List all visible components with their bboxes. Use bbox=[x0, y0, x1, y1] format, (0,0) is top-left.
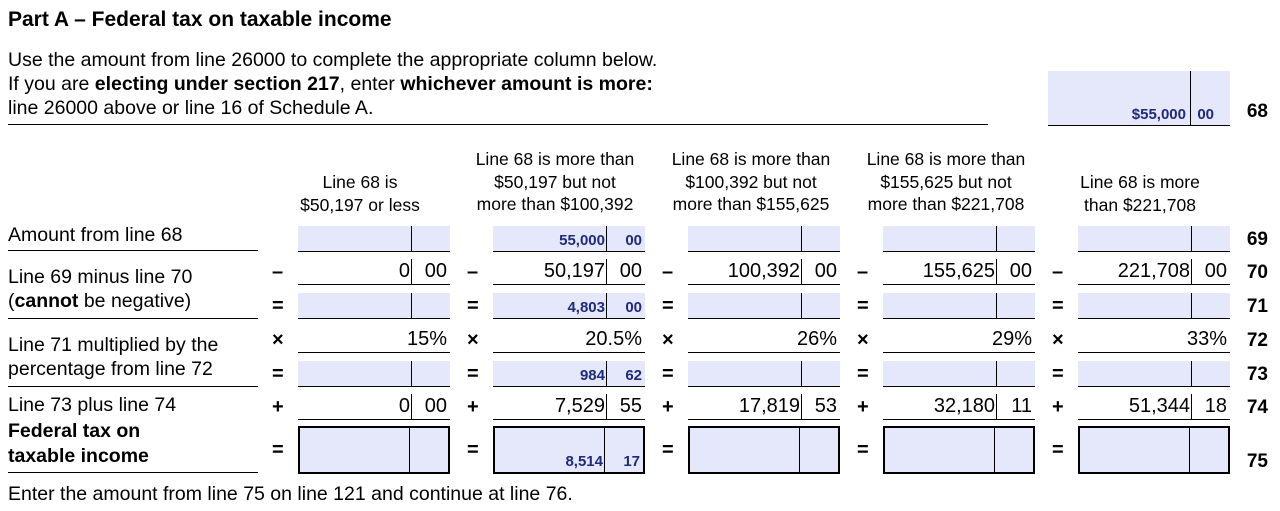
amount-field-c5-r69[interactable] bbox=[1078, 226, 1230, 252]
cell-c5-r69 bbox=[1048, 226, 1230, 252]
plus-operator: + bbox=[467, 396, 479, 418]
divider bbox=[8, 250, 258, 251]
column-header-1 bbox=[262, 171, 458, 216]
cents-divider bbox=[411, 361, 450, 386]
dollars-value: 0 bbox=[398, 260, 410, 282]
label-bold-text: cannot bbox=[14, 290, 79, 312]
cell-c4-r70 bbox=[853, 259, 1035, 285]
amount-field-c3-r74[interactable] bbox=[688, 394, 840, 420]
column-header-line: Line 68 is more than bbox=[866, 149, 1026, 169]
line-number-74: 74 bbox=[1246, 397, 1268, 418]
amount-field-c4-r71[interactable] bbox=[883, 293, 1035, 319]
rate-value: 33% bbox=[1186, 328, 1227, 350]
dollars-value: 7,529 bbox=[554, 395, 605, 417]
amount-field-c2-r72[interactable] bbox=[493, 327, 645, 353]
amount-field-c5-r70[interactable] bbox=[1078, 259, 1230, 285]
equals-operator: = bbox=[857, 439, 869, 461]
cell-c5-r72 bbox=[1048, 327, 1230, 353]
cents-value: 00 bbox=[1009, 260, 1032, 282]
line-number-69: 69 bbox=[1246, 229, 1268, 250]
column-header-line: more than $100,392 bbox=[476, 194, 634, 214]
cell-c5-r73 bbox=[1048, 361, 1230, 387]
divider bbox=[8, 386, 258, 387]
amount-field-c3-r75[interactable] bbox=[688, 426, 840, 474]
equals-operator: = bbox=[272, 363, 284, 385]
amount-field-c3-r71[interactable] bbox=[688, 293, 840, 319]
instruction-line-1: Use the amount from line 26000 to complete the appropriate column below. bbox=[8, 49, 658, 71]
cell-c4-r72 bbox=[853, 327, 1035, 353]
cents-divider bbox=[996, 361, 1035, 386]
cell-c5-r75 bbox=[1048, 426, 1230, 474]
instruction-line-3: line 26000 above or line 16 of Schedule A. bbox=[8, 97, 374, 119]
equals-operator: = bbox=[467, 363, 479, 385]
footer-instruction: Enter the amount from line 75 on line 121 and continue at line 76. bbox=[8, 483, 573, 505]
column-header-line: Line 68 is more bbox=[1080, 172, 1200, 192]
cell-c5-r74 bbox=[1048, 394, 1230, 420]
rate-value: 29% bbox=[991, 328, 1032, 350]
amount-field-c3-r69[interactable] bbox=[688, 226, 840, 252]
cents-divider bbox=[411, 293, 450, 318]
cents-value: 11 bbox=[1011, 395, 1032, 417]
cell-c2-r72 bbox=[463, 327, 645, 353]
cents-value: 00 bbox=[1204, 260, 1227, 282]
amount-field-c1-r71[interactable] bbox=[298, 293, 450, 319]
label-text: be negative) bbox=[78, 290, 192, 312]
cents-divider bbox=[1191, 361, 1230, 386]
line-number-73: 73 bbox=[1246, 364, 1268, 385]
amount-field-c1-r72[interactable] bbox=[298, 327, 450, 353]
amount-field-c5-r75[interactable] bbox=[1078, 426, 1230, 474]
amount-field-c4-r73[interactable] bbox=[883, 361, 1035, 387]
amount-field-c1-r70[interactable] bbox=[298, 259, 450, 285]
cell-c5-r70 bbox=[1048, 259, 1230, 285]
dollars-value: 4,803 bbox=[567, 299, 605, 316]
label-text: ( bbox=[8, 290, 15, 312]
dollars-value: 221,708 bbox=[1117, 260, 1190, 282]
amount-field-c5-r72[interactable] bbox=[1078, 327, 1230, 353]
cell-c4-r73 bbox=[853, 361, 1035, 387]
cell-c2-r71 bbox=[463, 293, 645, 319]
equals-operator: = bbox=[662, 439, 674, 461]
amount-field-c2-r71[interactable] bbox=[493, 293, 645, 319]
row-label-74: Line 73 plus line 74 bbox=[8, 394, 177, 416]
equals-operator: = bbox=[662, 295, 674, 317]
dollars-value: 32,180 bbox=[933, 395, 995, 417]
dollars-value: 0 bbox=[398, 395, 410, 417]
cell-c3-r72 bbox=[658, 327, 840, 353]
column-header-line: Line 68 is more than bbox=[475, 149, 635, 169]
minus-operator: – bbox=[662, 261, 674, 283]
dollars-value: 51,344 bbox=[1128, 395, 1190, 417]
cell-c2-r75 bbox=[463, 426, 645, 474]
column-header-3 bbox=[653, 148, 849, 216]
column-header-line: $100,392 but not bbox=[685, 171, 817, 192]
instruction-line-2 bbox=[8, 72, 653, 96]
row-label-71 bbox=[8, 289, 191, 313]
amount-field-c2-r70[interactable] bbox=[493, 259, 645, 285]
cents-divider bbox=[801, 226, 840, 251]
amount-field-c2-r73[interactable] bbox=[493, 361, 645, 387]
cents-divider bbox=[799, 428, 838, 472]
cents-value: 17 bbox=[623, 453, 640, 470]
dollars-value: 50,197 bbox=[543, 260, 605, 282]
equals-operator: = bbox=[272, 295, 284, 317]
line-number-75: 75 bbox=[1246, 451, 1268, 472]
rate-value: 26% bbox=[796, 328, 837, 350]
column-header-line: Line 68 is more than bbox=[671, 149, 831, 169]
instruction-bold-text: whichever amount is more: bbox=[400, 73, 653, 95]
cents-divider bbox=[994, 428, 1033, 472]
rate-value: 15% bbox=[406, 328, 447, 350]
plus-operator: + bbox=[857, 396, 869, 418]
cell-c2-r69 bbox=[463, 226, 645, 252]
minus-operator: – bbox=[857, 261, 869, 283]
cents-value: 00 bbox=[619, 260, 642, 282]
divider bbox=[8, 318, 258, 319]
dollars-value: 17,819 bbox=[738, 395, 800, 417]
cell-c4-r71 bbox=[853, 293, 1035, 319]
cell-c1-r70 bbox=[268, 259, 450, 285]
plus-operator: + bbox=[1052, 396, 1064, 418]
dollars-value: 100,392 bbox=[727, 260, 800, 282]
cents-divider bbox=[411, 226, 450, 251]
times-operator: × bbox=[272, 329, 284, 351]
times-operator: × bbox=[1052, 329, 1064, 351]
cell-c1-r73 bbox=[268, 361, 450, 387]
cents-divider bbox=[409, 428, 448, 472]
cell-c3-r73 bbox=[658, 361, 840, 387]
dollars-value: 8,514 bbox=[565, 453, 603, 470]
cents-value: 00 bbox=[625, 299, 642, 316]
cents-value: 55 bbox=[619, 395, 642, 417]
instruction-text: , enter bbox=[339, 73, 401, 95]
row-label-72: Line 71 multiplied by the bbox=[8, 334, 219, 356]
amount-field-c4-r74[interactable] bbox=[883, 394, 1035, 420]
amount-field-c5-r74[interactable] bbox=[1078, 394, 1230, 420]
cell-c3-r71 bbox=[658, 293, 840, 319]
plus-operator: + bbox=[662, 396, 674, 418]
cents-divider bbox=[1189, 428, 1228, 472]
amount-field-c2-r75[interactable] bbox=[493, 426, 645, 474]
cell-c1-r75 bbox=[268, 426, 450, 474]
line-number-68: 68 bbox=[1246, 101, 1268, 122]
amount-field-c4-r72[interactable] bbox=[883, 327, 1035, 353]
amount-field-c4-r69[interactable] bbox=[883, 226, 1035, 252]
cell-c3-r75 bbox=[658, 426, 840, 474]
column-header-line: than $221,708 bbox=[1084, 194, 1196, 215]
cell-c4-r74 bbox=[853, 394, 1035, 420]
amount-field-c3-r73[interactable] bbox=[688, 361, 840, 387]
dollars-value: 55,000 bbox=[559, 232, 605, 249]
cents-value: 00 bbox=[625, 232, 642, 249]
amount-field-c1-r69[interactable] bbox=[298, 226, 450, 252]
cell-c2-r74 bbox=[463, 394, 645, 420]
cents-divider bbox=[801, 361, 840, 386]
minus-operator: – bbox=[1052, 261, 1064, 283]
divider bbox=[8, 472, 258, 473]
cents-divider bbox=[1191, 226, 1230, 251]
line-68-cents: 00 bbox=[1197, 106, 1214, 123]
minus-operator: – bbox=[272, 261, 284, 283]
dollars-value: 155,625 bbox=[922, 260, 995, 282]
equals-operator: = bbox=[467, 295, 479, 317]
cell-c1-r74 bbox=[268, 394, 450, 420]
amount-field-c1-r74[interactable] bbox=[298, 394, 450, 420]
row-label-75-line-1: Federal tax on bbox=[8, 420, 141, 442]
row-label-69: Amount from line 68 bbox=[8, 224, 183, 246]
line-68-dollars: $55,000 bbox=[1131, 106, 1186, 123]
cents-divider bbox=[801, 293, 840, 318]
line-68-field[interactable] bbox=[1048, 71, 1230, 126]
times-operator: × bbox=[857, 329, 869, 351]
equals-operator: = bbox=[1052, 295, 1064, 317]
cell-c4-r69 bbox=[853, 226, 1035, 252]
amount-field-c1-r73[interactable] bbox=[298, 361, 450, 387]
cell-c5-r71 bbox=[1048, 293, 1230, 319]
amount-field-c2-r74[interactable] bbox=[493, 394, 645, 420]
instruction-bold-text: electing under section 217 bbox=[94, 73, 340, 95]
amount-field-c5-r71[interactable] bbox=[1078, 293, 1230, 319]
cents-divider bbox=[996, 293, 1035, 318]
cents-value: 00 bbox=[424, 260, 447, 282]
row-label-75-line-2: taxable income bbox=[8, 445, 149, 467]
cents-divider bbox=[1190, 71, 1191, 125]
column-header-line: more than $155,625 bbox=[672, 194, 830, 214]
amount-field-c4-r70[interactable] bbox=[883, 259, 1035, 285]
line-number-72: 72 bbox=[1246, 330, 1268, 351]
cell-c3-r69 bbox=[658, 226, 840, 252]
divider bbox=[8, 124, 988, 125]
amount-field-c4-r75[interactable] bbox=[883, 426, 1035, 474]
amount-field-c3-r72[interactable] bbox=[688, 327, 840, 353]
cents-value: 62 bbox=[625, 367, 642, 384]
line-number-71: 71 bbox=[1246, 296, 1268, 317]
cell-c3-r74 bbox=[658, 394, 840, 420]
minus-operator: – bbox=[467, 261, 479, 283]
plus-operator: + bbox=[272, 396, 284, 418]
cell-c1-r71 bbox=[268, 293, 450, 319]
column-header-line: Line 68 is bbox=[322, 172, 398, 192]
cell-c4-r75 bbox=[853, 426, 1035, 474]
rate-value: 20.5% bbox=[585, 328, 642, 350]
equals-operator: = bbox=[857, 295, 869, 317]
cell-c2-r73 bbox=[463, 361, 645, 387]
dollars-value: 984 bbox=[579, 367, 605, 384]
equals-operator: = bbox=[662, 363, 674, 385]
line-number-70: 70 bbox=[1246, 262, 1268, 283]
equals-operator: = bbox=[272, 439, 284, 461]
times-operator: × bbox=[467, 329, 479, 351]
cell-c1-r69 bbox=[268, 226, 450, 252]
cents-value: 18 bbox=[1204, 395, 1227, 417]
column-header-line: $155,625 but not bbox=[880, 171, 1012, 192]
cents-value: 00 bbox=[814, 260, 837, 282]
part-title: Part A – Federal tax on taxable income bbox=[8, 8, 392, 31]
column-header-line: $50,197 or less bbox=[300, 194, 420, 215]
amount-field-c5-r73[interactable] bbox=[1078, 361, 1230, 387]
cell-c3-r70 bbox=[658, 259, 840, 285]
cents-divider bbox=[1191, 293, 1230, 318]
row-label-73: percentage from line 72 bbox=[8, 358, 213, 380]
amount-field-c3-r70[interactable] bbox=[688, 259, 840, 285]
column-header-line: $50,197 but not bbox=[494, 171, 616, 192]
cents-value: 00 bbox=[424, 395, 447, 417]
cents-value: 53 bbox=[814, 395, 837, 417]
column-header-line: more than $221,708 bbox=[867, 194, 1025, 214]
column-header-2 bbox=[457, 148, 653, 216]
column-header-4 bbox=[848, 148, 1044, 216]
amount-field-c1-r75[interactable] bbox=[298, 426, 450, 474]
equals-operator: = bbox=[467, 439, 479, 461]
instruction-text: If you are bbox=[8, 73, 95, 95]
column-header-5 bbox=[1042, 171, 1238, 216]
amount-field-c2-r69[interactable] bbox=[493, 226, 645, 252]
equals-operator: = bbox=[857, 363, 869, 385]
times-operator: × bbox=[662, 329, 674, 351]
row-label-70: Line 69 minus line 70 bbox=[8, 266, 193, 288]
equals-operator: = bbox=[1052, 439, 1064, 461]
cell-c2-r70 bbox=[463, 259, 645, 285]
cell-c1-r72 bbox=[268, 327, 450, 353]
cents-divider bbox=[996, 226, 1035, 251]
equals-operator: = bbox=[1052, 363, 1064, 385]
